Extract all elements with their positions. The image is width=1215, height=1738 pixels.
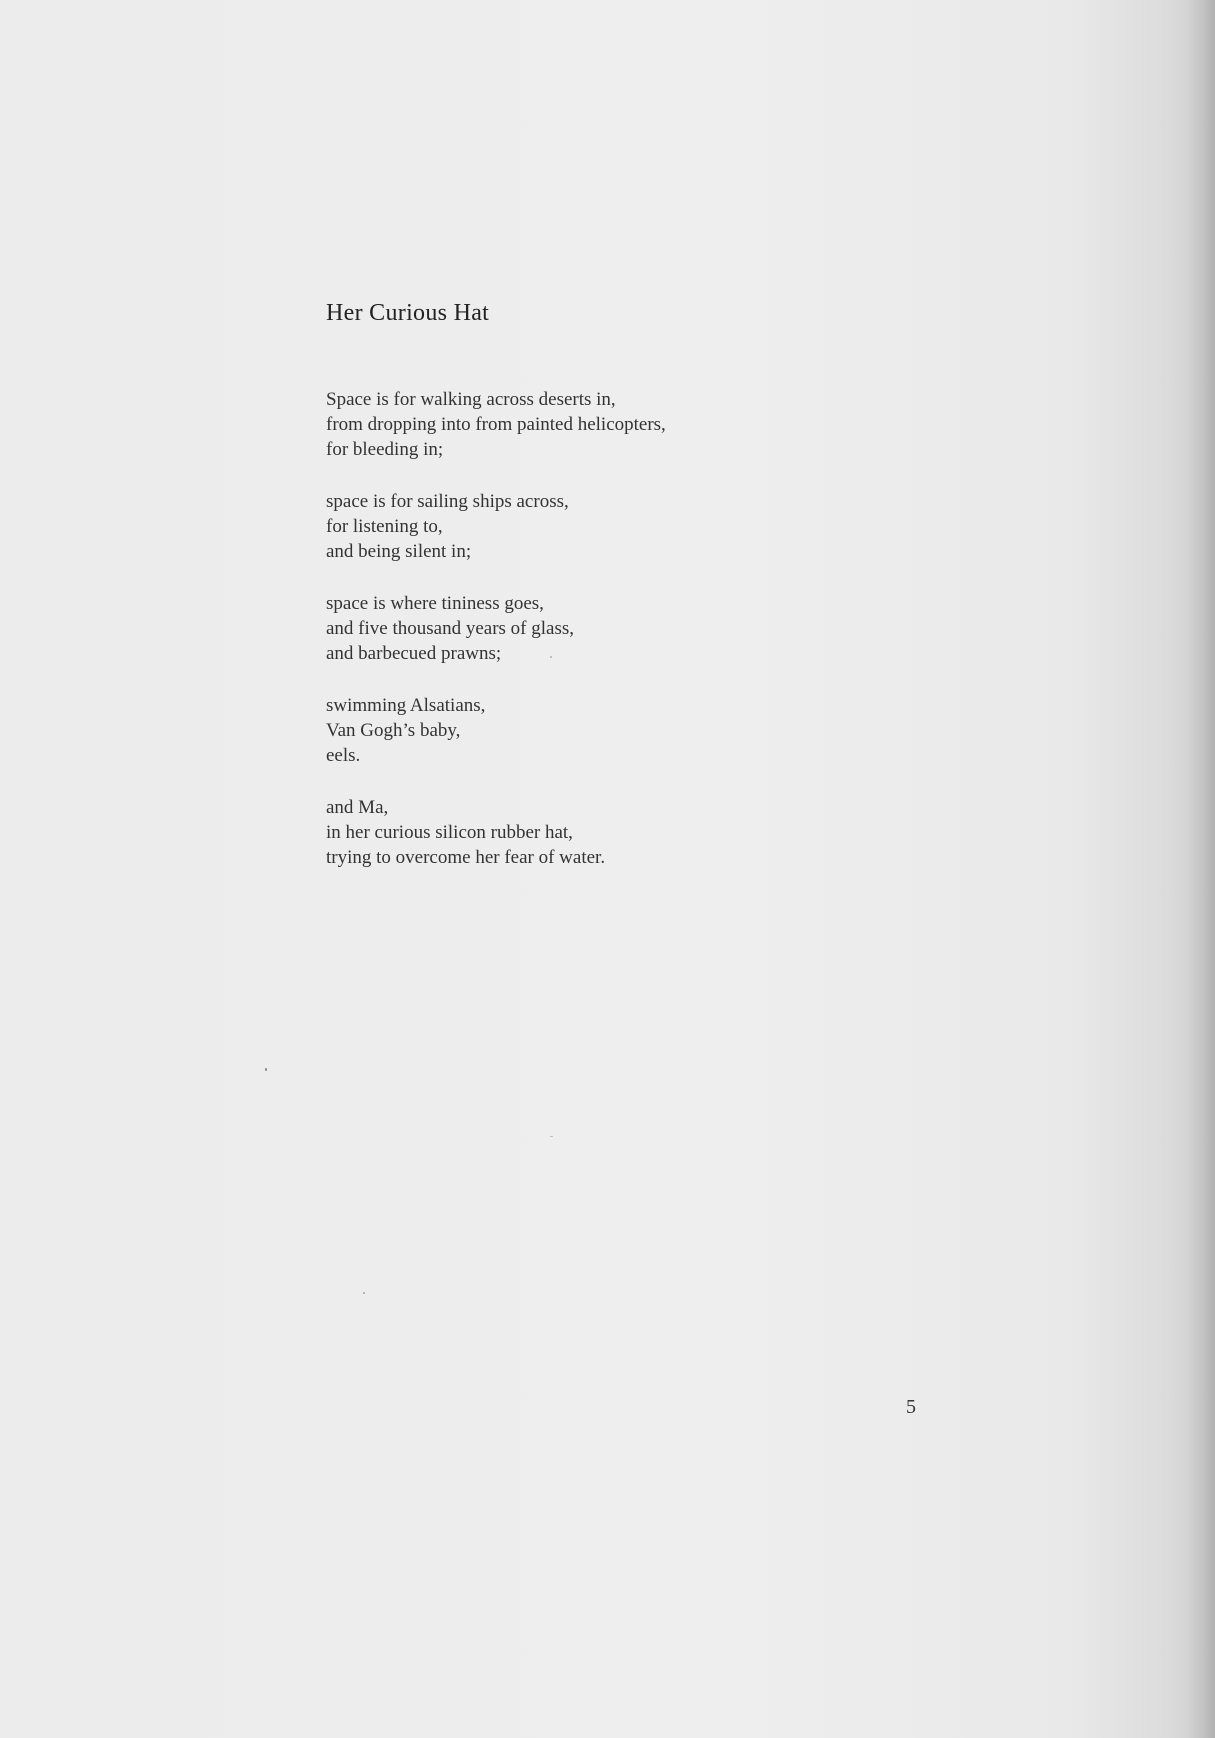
poem-line: trying to overcome her fear of water. <box>326 847 606 868</box>
poem-line: swimming Alsatians, <box>326 695 486 716</box>
page-edge-shadow <box>1187 0 1215 1738</box>
poem-line: and Ma, <box>326 797 389 818</box>
poem-line: space is for sailing ships across, <box>326 491 569 512</box>
paper-speck <box>550 1136 553 1137</box>
stanza-3 <box>326 591 886 666</box>
poem-line: for listening to, <box>326 516 443 537</box>
paper-speck <box>550 656 552 658</box>
stanza-2 <box>326 489 886 564</box>
poem-line: and barbecued prawns; <box>326 643 502 664</box>
poem-title: Her Curious Hat <box>326 300 490 326</box>
poem-line: Space is for walking across deserts in, <box>326 389 616 410</box>
poem-line: for bleeding in; <box>326 439 444 460</box>
poem-line: in her curious silicon rubber hat, <box>326 822 573 843</box>
poem-line: eels. <box>326 745 361 766</box>
stanza-4 <box>326 693 886 768</box>
poem-line: from dropping into from painted helicopters, <box>326 414 666 435</box>
stanza-1 <box>326 387 886 462</box>
poem-line: Van Gogh’s baby, <box>326 720 461 741</box>
poem-body <box>326 387 886 870</box>
poem-line: space is where tininess goes, <box>326 593 544 614</box>
poem-line: and five thousand years of glass, <box>326 618 574 639</box>
paper-speck <box>265 1068 267 1071</box>
stanza-5 <box>326 795 886 870</box>
poem-line: and being silent in; <box>326 541 472 562</box>
poem <box>326 300 886 897</box>
page-number: 5 <box>906 1396 916 1418</box>
paper-speck <box>363 1292 365 1294</box>
